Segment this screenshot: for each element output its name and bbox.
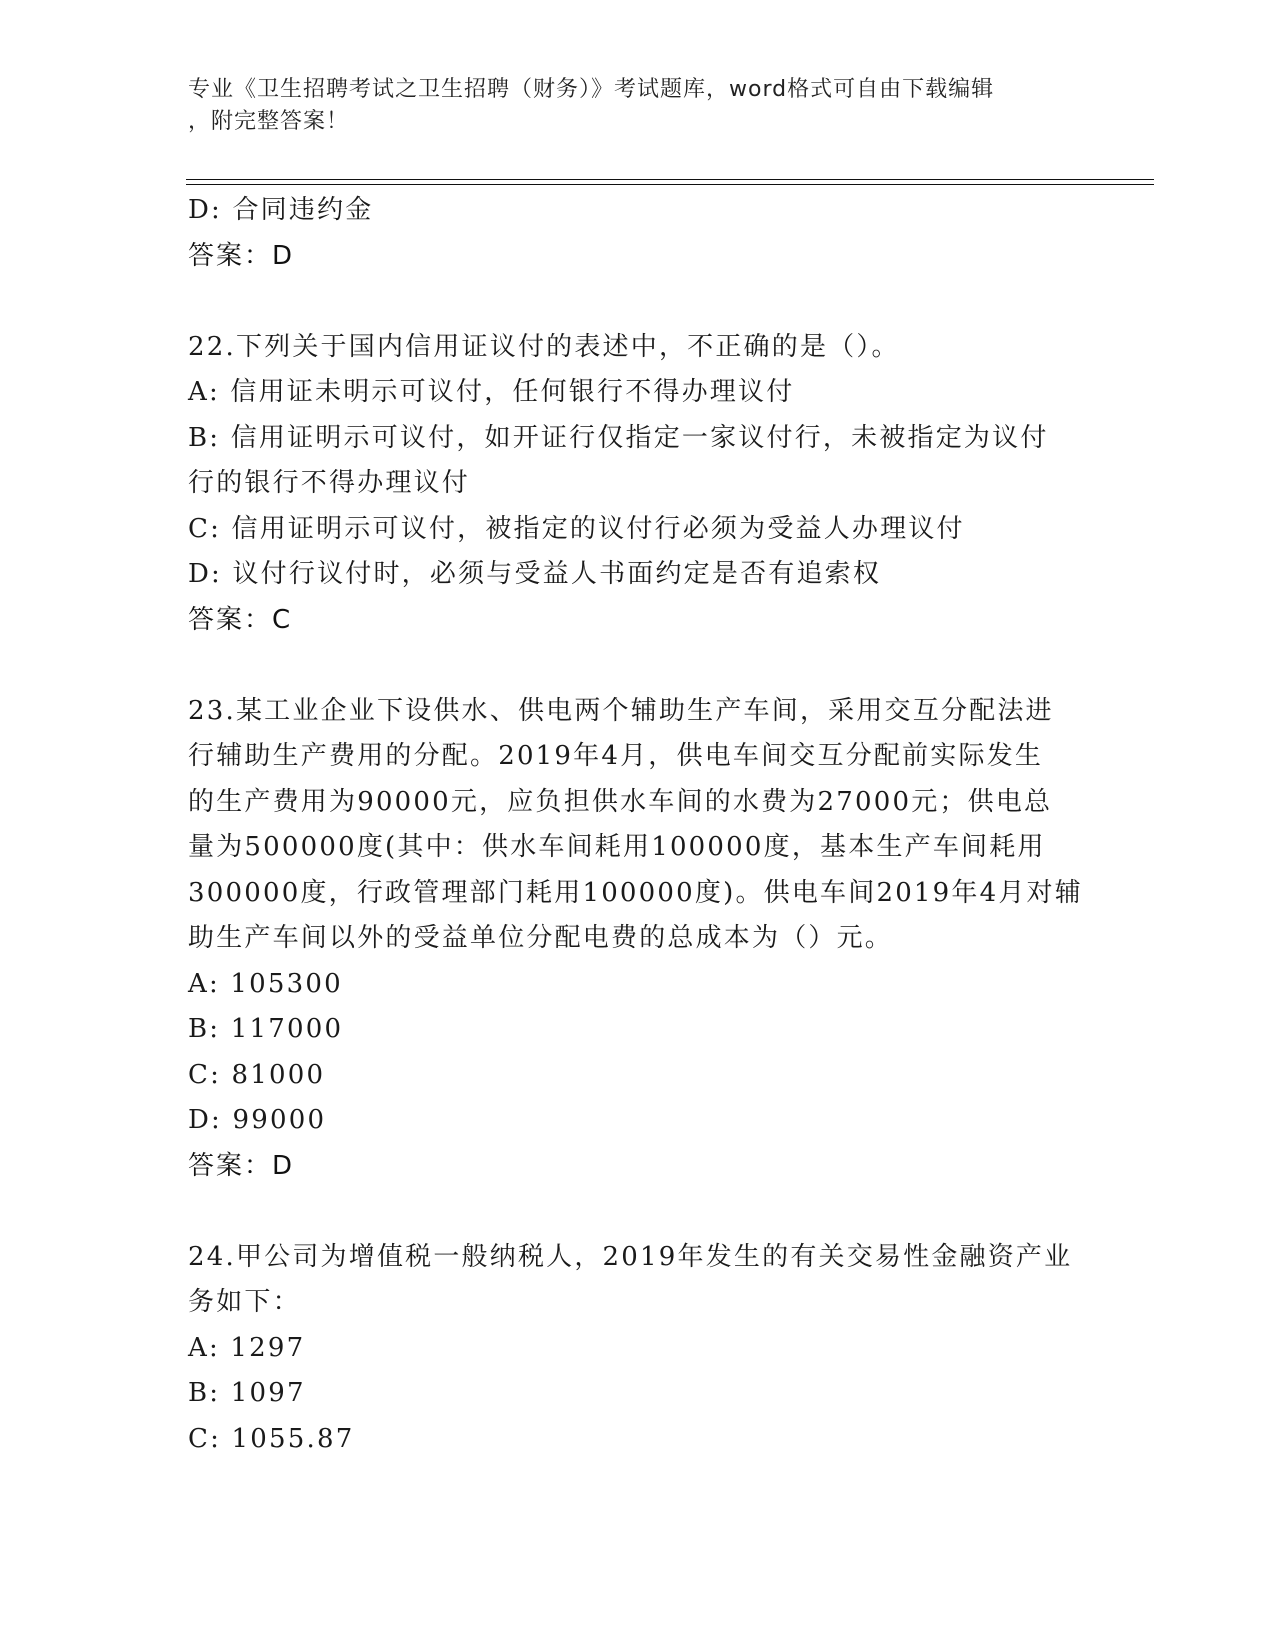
option-b: B: 信用证明示可议付，如开证行仅指定一家议付行，未被指定为议付 — [188, 422, 1049, 453]
question-stem-line-2: 务如下： — [188, 1287, 301, 1317]
option-b: B: 117000 — [188, 1014, 344, 1044]
question-23 — [188, 689, 1088, 1190]
question-stem: 22.下列关于国内信用证议付的表述中，不正确的是（）。 — [188, 331, 900, 362]
option-c: C: 1055.87 — [188, 1423, 355, 1454]
question-content — [188, 188, 1088, 1462]
option-a: A: 1297 — [188, 1332, 306, 1363]
option-c: C: 信用证明示可议付，被指定的议付行必须为受益人办理议付 — [188, 513, 965, 544]
answer-line: 答案：D — [188, 1150, 295, 1181]
option-d: D: 99000 — [188, 1105, 327, 1135]
header-line-2: ，附完整答案！ — [188, 109, 350, 134]
question-stem-line-4: 量为500000度(其中：供水车间耗用100000度，基本生产车间耗用 — [188, 832, 1046, 862]
option-c: C: 81000 — [188, 1059, 326, 1090]
option-a: A: 105300 — [188, 968, 343, 999]
spacer — [188, 279, 1088, 325]
question-21-tail — [188, 188, 1088, 279]
option-d: D: 合同违约金 — [188, 195, 374, 225]
question-24 — [188, 1235, 1088, 1463]
option-b: B: 1097 — [188, 1378, 306, 1408]
answer-line: 答案：D — [188, 240, 295, 271]
spacer — [188, 643, 1088, 689]
question-stem-line-5: 300000度，行政管理部门耗用100000度)。供电车间2019年4月对辅 — [188, 877, 1083, 908]
document-header — [188, 74, 1068, 138]
header-divider-top — [186, 179, 1154, 180]
header-divider-bottom — [186, 184, 1154, 185]
question-stem-line-6: 助生产车间以外的受益单位分配电费的总成本为（）元。 — [188, 923, 894, 953]
option-a: A: 信用证未明示可议付，任何银行不得办理议付 — [188, 377, 795, 407]
header-line-1: 专业《卫生招聘考试之卫生招聘（财务）》考试题库，word格式可自由下载编辑 — [188, 77, 995, 102]
option-b-continued: 行的银行不得办理议付 — [188, 468, 471, 498]
question-stem-line-1: 24.甲公司为增值税一般纳税人，2019年发生的有关交易性金融资产业 — [188, 1241, 1073, 1272]
question-stem-line-1: 23.某工业企业下设供水、供电两个辅助生产车间，采用交互分配法进 — [188, 695, 1054, 726]
spacer — [188, 1189, 1088, 1235]
question-stem-line-3: 的生产费用为90000元，应负担供水车间的水费为27000元；供电总 — [188, 786, 1053, 817]
option-d: D: 议付行议付时，必须与受益人书面约定是否有追索权 — [188, 559, 882, 589]
answer-line: 答案：C — [188, 604, 293, 635]
question-22 — [188, 325, 1088, 644]
question-stem-line-2: 行辅助生产费用的分配。2019年4月，供电车间交互分配前实际发生 — [188, 741, 1044, 771]
